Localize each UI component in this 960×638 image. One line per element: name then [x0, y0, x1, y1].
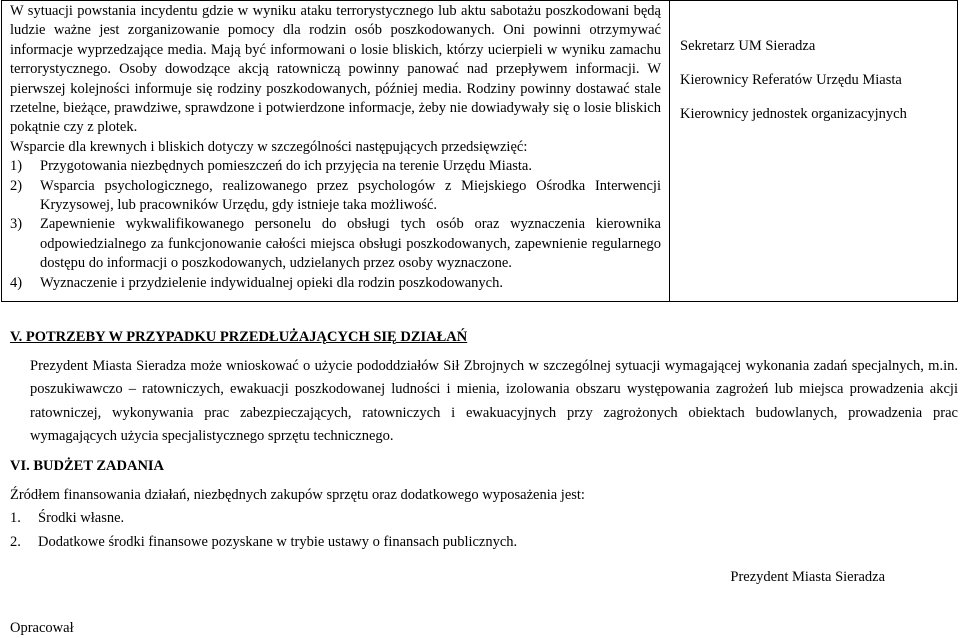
table-row: [2, 1, 958, 302]
section-vi-heading: VI. BUDŻET ZADANIA: [10, 458, 165, 474]
list-item-number: 2): [10, 177, 23, 194]
responsible-unit-heads: Kierownicy jednostek organizacyjnych: [680, 106, 907, 122]
list-item: [10, 177, 661, 216]
list-item-number: 2.: [10, 533, 21, 550]
list-item-number: 1): [10, 158, 23, 175]
list-item: [10, 157, 661, 176]
support-intro-paragraph: Wsparcie dla krewnych i bliskich dotyczy w szczególności następujących przedsięwzięć:: [10, 138, 528, 155]
prepared-by-label: Opracował: [10, 620, 74, 636]
list-item: [10, 507, 958, 531]
section-vi: [10, 455, 958, 554]
responsible-department-heads: Kierownicy Referatów Urzędu Miasta: [680, 72, 902, 88]
signature-line: Prezydent Miasta Sieradza: [730, 569, 885, 585]
list-item: [10, 215, 661, 273]
list-item-text: Dodatkowe środki finansowe pozyskane w trybie ustawy o finansach publicznych.: [38, 533, 518, 550]
list-item-number: 4): [10, 274, 23, 291]
list-item-number: 3): [10, 216, 23, 233]
responsible-persons-cell: [670, 1, 958, 302]
section-v-text: Prezydent Miasta Sieradza może wnioskować o użycie pododdziałów Sił Zbrojnych w szczególnej sytuacji wymagającej wykonania zadań specjalnych, m.in. poszukiwawczo – ratowniczych, ewakuacji poszkodowanej ludności i mienia, izolowania obszaru występowania zagrożeń lub miejsca prowadzenia akcji ratowniczej, wykonywania prac zabezpieczających, ratowniczych i ewakuacyjnych przy zagrożonych obiektach budowlanych, prowadzenia prac wymagających użycia specjalistycznego sprzętu technicznego.: [30, 357, 958, 444]
list-item-text: Zapewnienie wykwalifikowanego personelu do obsługi tych osób oraz wyznaczenia kierownika odpowiedzialnego za funkcjonowanie całości miejsca obsługi poszkodowanych, zapewnienie regularnego dostępu do informacji o poszkodowanych, udzielanych przez osoby wyznaczone.: [40, 216, 661, 272]
list-item-number: 1.: [10, 510, 21, 526]
section-vi-intro: Źródłem finansowania działań, niezbędnych zakupów sprzętu oraz dodatkowego wyposażenia jest:: [10, 486, 585, 503]
task-description-cell: [2, 1, 670, 302]
list-item-text: Wyznaczenie i przydzielenie indywidualnej opieki dla rodzin poszkodowanych.: [40, 274, 503, 291]
funding-list: [10, 507, 958, 554]
section-v: [10, 326, 958, 449]
responsible-secretary: Sekretarz UM Sieradza: [680, 38, 816, 54]
list-item: [10, 531, 958, 555]
list-item: [10, 274, 661, 293]
responsibility-table: [1, 0, 958, 302]
support-list: [10, 157, 661, 293]
list-item-text: Przygotowania niezbędnych pomieszczeń do ich przyjęcia na terenie Urzędu Miasta.: [40, 158, 532, 175]
section-v-heading: V. POTRZEBY W PRZYPADKU PRZEDŁUŻAJĄCYCH SIĘ DZIAŁAŃ: [10, 329, 468, 345]
list-item-text: Środki własne.: [38, 510, 125, 526]
list-item-text: Wsparcia psychologicznego, realizowanego przez psychologów z Miejskiego Ośrodka Interwencji Kryzysowej, lub pracowników Urzędu, gdy istnieje taka możliwość.: [40, 177, 661, 214]
family-support-paragraph: W sytuacji powstania incydentu gdzie w wyniku ataku terrorystycznego lub aktu sabotażu poszkodowani będą ludzie ważne jest zorganizowanie pomocy dla rodzin osób poszkodowanych. Oni powinni otrzymywać informacje wyprzedzające media. Mają być informowani o losie bliskich, którzy ucierpieli w wyniku zamachu terrorystycznego. Osoby dowodzące akcją ratowniczą powinny panować nad przepływem informacji. W pierwszej kolejności informuje się rodziny poszkodowanych, później media. Rodziny powinny dostawać stale rzetelne, bieżące, prawdziwe, sprawdzone i potwierdzone informacje, żeby nie dowiadywały się o losie bliskich pokątnie czy z plotek.: [10, 3, 661, 136]
